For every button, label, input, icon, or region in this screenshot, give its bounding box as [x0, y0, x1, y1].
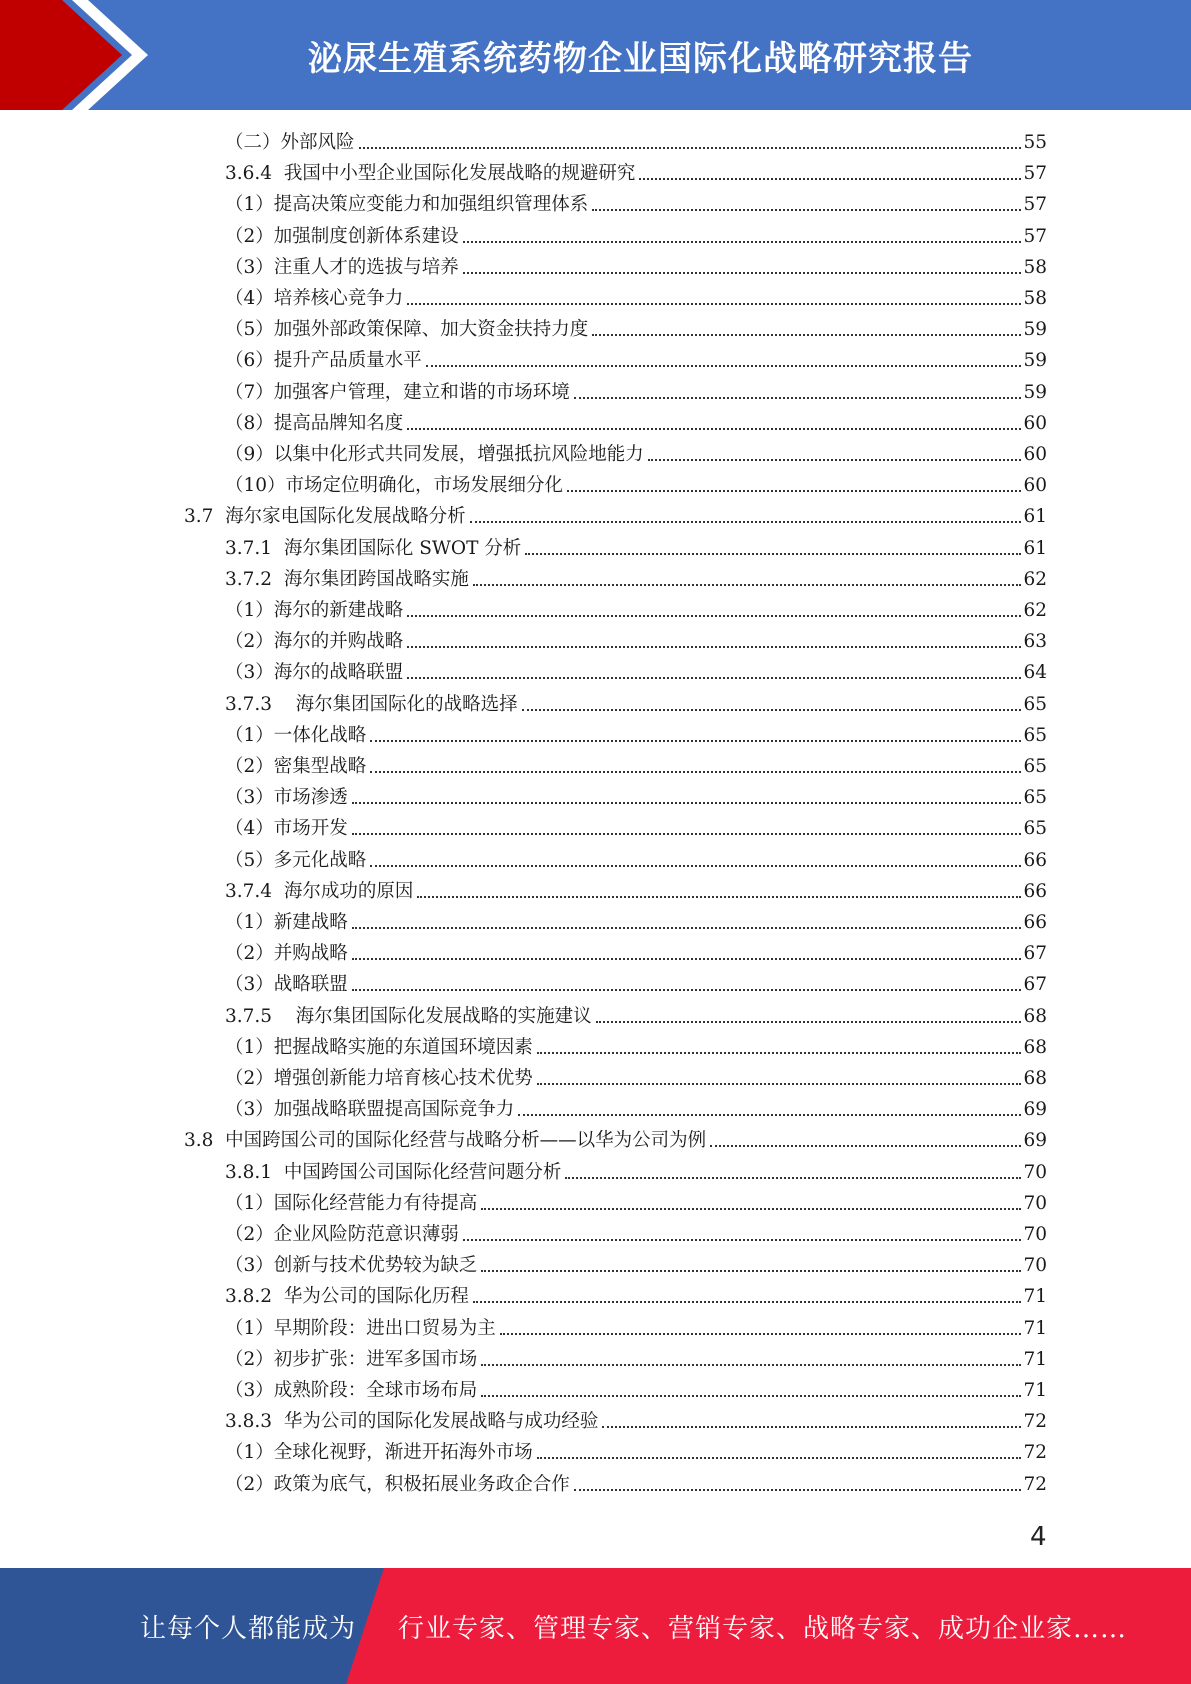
- toc-entry-label: （2）密集型战略: [225, 756, 367, 777]
- toc-entry-page: 60: [1023, 444, 1047, 465]
- toc-entry-label: 3.8 中国跨国公司的国际化经营与战略分析——以华为公司为例: [184, 1130, 707, 1152]
- toc-entry[interactable]: [225, 1157, 1047, 1185]
- toc-entry[interactable]: [225, 813, 1047, 841]
- footer-slogan-right: 行业专家、管理专家、营销专家、战略专家、成功企业家……: [398, 1613, 1128, 1644]
- toc-entry-page: 59: [1023, 350, 1047, 372]
- toc-entry[interactable]: [225, 969, 1047, 997]
- toc-dot-leader: [426, 365, 1021, 367]
- toc-entry[interactable]: [225, 1375, 1047, 1403]
- toc-entry[interactable]: [225, 533, 1047, 561]
- toc-entry-page: 64: [1023, 662, 1047, 684]
- toc-dot-leader: [592, 209, 1021, 211]
- toc-entry-page: 69: [1023, 1130, 1047, 1152]
- toc-entry-label: （1）全球化视野，渐进开拓海外市场: [225, 1442, 533, 1464]
- toc-entry-label: （2）政策为底气，积极拓展业务政企合作: [225, 1473, 570, 1495]
- page-number: 4: [1030, 1522, 1047, 1552]
- toc-dot-leader: [567, 490, 1021, 492]
- toc-dot-leader: [525, 553, 1021, 555]
- toc-dot-leader: [481, 1208, 1021, 1210]
- toc-entry-page: 71: [1023, 1286, 1047, 1308]
- toc-dot-leader: [370, 771, 1021, 773]
- toc-dot-leader: [522, 709, 1021, 711]
- toc-entry-label: （3）海尔的战略联盟: [225, 662, 404, 684]
- toc-entry-label: （3）成熟阶段：全球市场布局: [225, 1380, 478, 1401]
- toc-dot-leader: [565, 1177, 1021, 1179]
- toc-entry-label: （3）战略联盟: [225, 974, 348, 996]
- toc-entry-page: 66: [1023, 849, 1047, 871]
- toc-entry-page: 68: [1023, 1005, 1047, 1027]
- toc-entry[interactable]: [225, 377, 1047, 405]
- toc-dot-leader: [407, 615, 1021, 617]
- toc-entry-page: 57: [1023, 163, 1047, 185]
- toc-entry-page: 68: [1023, 1068, 1047, 1089]
- toc-entry-page: 65: [1023, 724, 1047, 746]
- toc-entry-label: 3.7.3 海尔集团国际化的战略选择: [225, 693, 518, 715]
- toc-dot-leader: [407, 677, 1021, 679]
- toc-entry[interactable]: [225, 1250, 1047, 1278]
- toc-entry-page: 59: [1023, 319, 1047, 341]
- toc-entry[interactable]: [184, 1125, 1047, 1153]
- toc-entry-page: 60: [1023, 412, 1047, 434]
- toc-entry[interactable]: [225, 782, 1047, 810]
- toc-entry-label: 3.6.4 我国中小型企业国际化发展战略的规避研究: [225, 163, 636, 185]
- toc-dot-leader: [473, 584, 1021, 586]
- toc-entry[interactable]: [225, 1313, 1047, 1341]
- toc-entry-page: 70: [1023, 1161, 1047, 1183]
- toc-entry-page: 72: [1023, 1442, 1047, 1464]
- toc-entry-label: （5）加强外部政策保障、加大资金扶持力度: [225, 319, 589, 341]
- toc-entry-label: （9）以集中化形式共同发展，增强抵抗风险地能力: [225, 444, 644, 465]
- toc-dot-leader: [481, 1270, 1021, 1272]
- toc-entry[interactable]: [225, 1188, 1047, 1216]
- toc-entry-label: 3.7 海尔家电国际化发展战略分析: [184, 506, 466, 528]
- toc-entry-label: （3）市场渗透: [225, 787, 348, 809]
- toc-dot-leader: [500, 1333, 1021, 1335]
- toc-entry-label: （3）创新与技术优势较为缺乏: [225, 1255, 478, 1277]
- toc-entry[interactable]: [225, 1001, 1047, 1029]
- toc-entry-page: 69: [1023, 1099, 1047, 1121]
- toc-entry-label: （2）并购战略: [225, 943, 348, 965]
- toc-entry[interactable]: [225, 158, 1047, 186]
- toc-entry-page: 59: [1023, 381, 1047, 403]
- toc-entry-page: 70: [1023, 1255, 1047, 1277]
- toc-dot-leader: [370, 865, 1021, 867]
- toc-dot-leader: [710, 1145, 1021, 1147]
- toc-entry[interactable]: [225, 938, 1047, 966]
- toc-entry-label: （1）国际化经营能力有待提高: [225, 1192, 478, 1214]
- toc-entry[interactable]: [225, 314, 1047, 342]
- toc-entry-page: 65: [1023, 756, 1047, 777]
- toc-entry-page: 68: [1023, 1036, 1047, 1058]
- report-footer: [0, 1568, 1191, 1684]
- toc-entry[interactable]: [225, 1063, 1047, 1091]
- toc-entry-label: （6）提升产品质量水平: [225, 350, 422, 372]
- toc-entry-label: （2）增强创新能力培育核心技术优势: [225, 1068, 533, 1089]
- toc-entry-label: （1）新建战略: [225, 912, 348, 933]
- toc-entry-page: 61: [1023, 537, 1047, 559]
- footer-slogan-left: 让每个人都能成为: [140, 1613, 357, 1644]
- toc-entry[interactable]: [225, 252, 1047, 280]
- toc-entry-page: 63: [1023, 631, 1047, 653]
- toc-dot-leader: [463, 1239, 1021, 1241]
- toc-entry-label: （4）市场开发: [225, 818, 348, 840]
- toc-entry-label: （1）早期阶段：进出口贸易为主: [225, 1317, 496, 1339]
- toc-entry-label: （3）加强战略联盟提高国际竞争力: [225, 1099, 515, 1121]
- toc-entry-label: （2）海尔的并购战略: [225, 631, 404, 653]
- toc-entry[interactable]: [225, 720, 1047, 748]
- toc-entry-label: 3.7.5 海尔集团国际化发展战略的实施建议: [225, 1005, 592, 1027]
- toc-entry-label: （1）把握战略实施的东道国环境因素: [225, 1036, 533, 1058]
- toc-dot-leader: [639, 178, 1021, 180]
- toc-dot-leader: [352, 989, 1021, 991]
- toc-dot-leader: [602, 1426, 1021, 1428]
- toc-dot-leader: [537, 1052, 1021, 1054]
- toc-entry[interactable]: [225, 439, 1047, 467]
- toc-entry[interactable]: [225, 907, 1047, 935]
- toc-entry[interactable]: [225, 1344, 1047, 1372]
- toc-entry-label: （2）加强制度创新体系建设: [225, 225, 459, 247]
- toc-entry-page: 70: [1023, 1192, 1047, 1214]
- toc-dot-leader: [407, 303, 1021, 305]
- toc-dot-leader: [470, 521, 1021, 523]
- toc-entry-label: 3.7.1 海尔集团国际化 SWOT 分析: [225, 537, 522, 559]
- toc-dot-leader: [596, 1021, 1021, 1023]
- toc-dot-leader: [352, 833, 1021, 835]
- toc-entry-page: 66: [1023, 880, 1047, 902]
- toc-entry[interactable]: [225, 283, 1047, 311]
- toc-entry-page: 62: [1023, 568, 1047, 590]
- toc-entry-label: （1）海尔的新建战略: [225, 600, 404, 621]
- toc-dot-leader: [592, 334, 1021, 336]
- toc-dot-leader: [352, 958, 1021, 960]
- report-header: [0, 0, 1191, 110]
- toc-entry-page: 70: [1023, 1224, 1047, 1245]
- toc-entry-label: 3.7.4 海尔成功的原因: [225, 880, 414, 902]
- toc-entry-page: 61: [1023, 506, 1047, 528]
- toc-dot-leader: [481, 1395, 1021, 1397]
- toc-entry-page: 67: [1023, 943, 1047, 965]
- toc-entry-label: （8）提高品牌知名度: [225, 412, 404, 434]
- toc-entry-label: （3）注重人才的选拔与培养: [225, 256, 459, 278]
- toc-dot-leader: [407, 646, 1021, 648]
- toc-entry-page: 65: [1023, 693, 1047, 715]
- toc-entry[interactable]: [225, 689, 1047, 717]
- toc-dot-leader: [463, 241, 1021, 243]
- toc-dot-leader: [407, 428, 1021, 430]
- toc-dot-leader: [352, 802, 1021, 804]
- toc-entry-page: 55: [1023, 132, 1047, 153]
- toc-entry[interactable]: [225, 845, 1047, 873]
- toc-entry[interactable]: [225, 221, 1047, 249]
- toc-dot-leader: [370, 740, 1021, 742]
- toc-entry-label: （2）初步扩张：进军多国市场: [225, 1348, 478, 1370]
- toc-entry-page: 67: [1023, 974, 1047, 996]
- toc-entry-label: 3.7.2 海尔集团跨国战略实施: [225, 568, 469, 590]
- toc-entry-page: 65: [1023, 818, 1047, 840]
- toc-entry[interactable]: [225, 564, 1047, 592]
- toc-entry-label: 3.8.1 中国跨国公司国际化经营问题分析: [225, 1161, 562, 1183]
- toc-entry[interactable]: [225, 1437, 1047, 1465]
- toc-entry[interactable]: [225, 1406, 1047, 1434]
- toc-entry-page: 65: [1023, 787, 1047, 809]
- toc-entry[interactable]: [225, 626, 1047, 654]
- toc-dot-leader: [481, 1364, 1021, 1366]
- toc-entry-page: 72: [1023, 1411, 1047, 1433]
- toc-dot-leader: [352, 927, 1021, 929]
- toc-entry[interactable]: [225, 595, 1047, 623]
- toc-entry-page: 62: [1023, 600, 1047, 621]
- toc-entry-page: 57: [1023, 225, 1047, 247]
- toc-dot-leader: [574, 397, 1021, 399]
- toc-entry-label: （10）市场定位明确化，市场发展细分化: [225, 475, 564, 497]
- toc-entry[interactable]: [225, 1219, 1047, 1247]
- toc-dot-leader: [463, 272, 1021, 274]
- toc-entry[interactable]: [184, 501, 1047, 529]
- toc-dot-leader: [537, 1083, 1021, 1085]
- toc-dot-leader: [473, 1301, 1021, 1303]
- toc-entry[interactable]: [225, 408, 1047, 436]
- toc-dot-leader: [574, 1489, 1021, 1491]
- toc-entry-page: 72: [1023, 1473, 1047, 1495]
- toc-dot-leader: [518, 1114, 1021, 1116]
- toc-entry-page: 60: [1023, 475, 1047, 497]
- toc-entry[interactable]: [225, 1469, 1047, 1497]
- toc-entry-label: （7）加强客户管理，建立和谐的市场环境: [225, 381, 570, 403]
- toc-entry[interactable]: [225, 657, 1047, 685]
- toc-entry-label: 3.8.2 华为公司的国际化历程: [225, 1286, 469, 1308]
- toc-entry-page: 71: [1023, 1317, 1047, 1339]
- toc-entry-label: （2）企业风险防范意识薄弱: [225, 1224, 459, 1245]
- toc-entry-page: 58: [1023, 256, 1047, 278]
- toc-entry[interactable]: [225, 470, 1047, 498]
- toc-entry[interactable]: [225, 127, 1047, 155]
- toc-entry-label: （二）外部风险: [225, 132, 355, 153]
- toc-entry[interactable]: [225, 751, 1047, 779]
- toc-dot-leader: [417, 896, 1021, 898]
- toc-dot-leader: [648, 459, 1021, 461]
- toc-entry-page: 57: [1023, 194, 1047, 216]
- toc-entry-label: 3.8.3 华为公司的国际化发展战略与成功经验: [225, 1411, 599, 1433]
- toc-entry[interactable]: [225, 1094, 1047, 1122]
- toc-entry[interactable]: [225, 1281, 1047, 1309]
- toc-dot-leader: [537, 1457, 1021, 1459]
- toc-entry-label: （4）培养核心竞争力: [225, 288, 404, 309]
- toc-entry[interactable]: [225, 876, 1047, 904]
- toc-entry-label: （1）提高决策应变能力和加强组织管理体系: [225, 194, 589, 216]
- toc-entry[interactable]: [225, 345, 1047, 373]
- toc-entry-label: （5）多元化战略: [225, 849, 367, 871]
- toc-entry[interactable]: [225, 1032, 1047, 1060]
- toc-entry[interactable]: [225, 189, 1047, 217]
- report-title: 泌尿生殖系统药物企业国际化战略研究报告: [308, 38, 973, 79]
- toc-entry-label: （1）一体化战略: [225, 724, 367, 746]
- toc-entry-page: 71: [1023, 1348, 1047, 1370]
- toc-entry-page: 58: [1023, 288, 1047, 309]
- toc-entry-page: 71: [1023, 1380, 1047, 1401]
- toc-dot-leader: [359, 147, 1021, 149]
- toc-entry-page: 66: [1023, 912, 1047, 933]
